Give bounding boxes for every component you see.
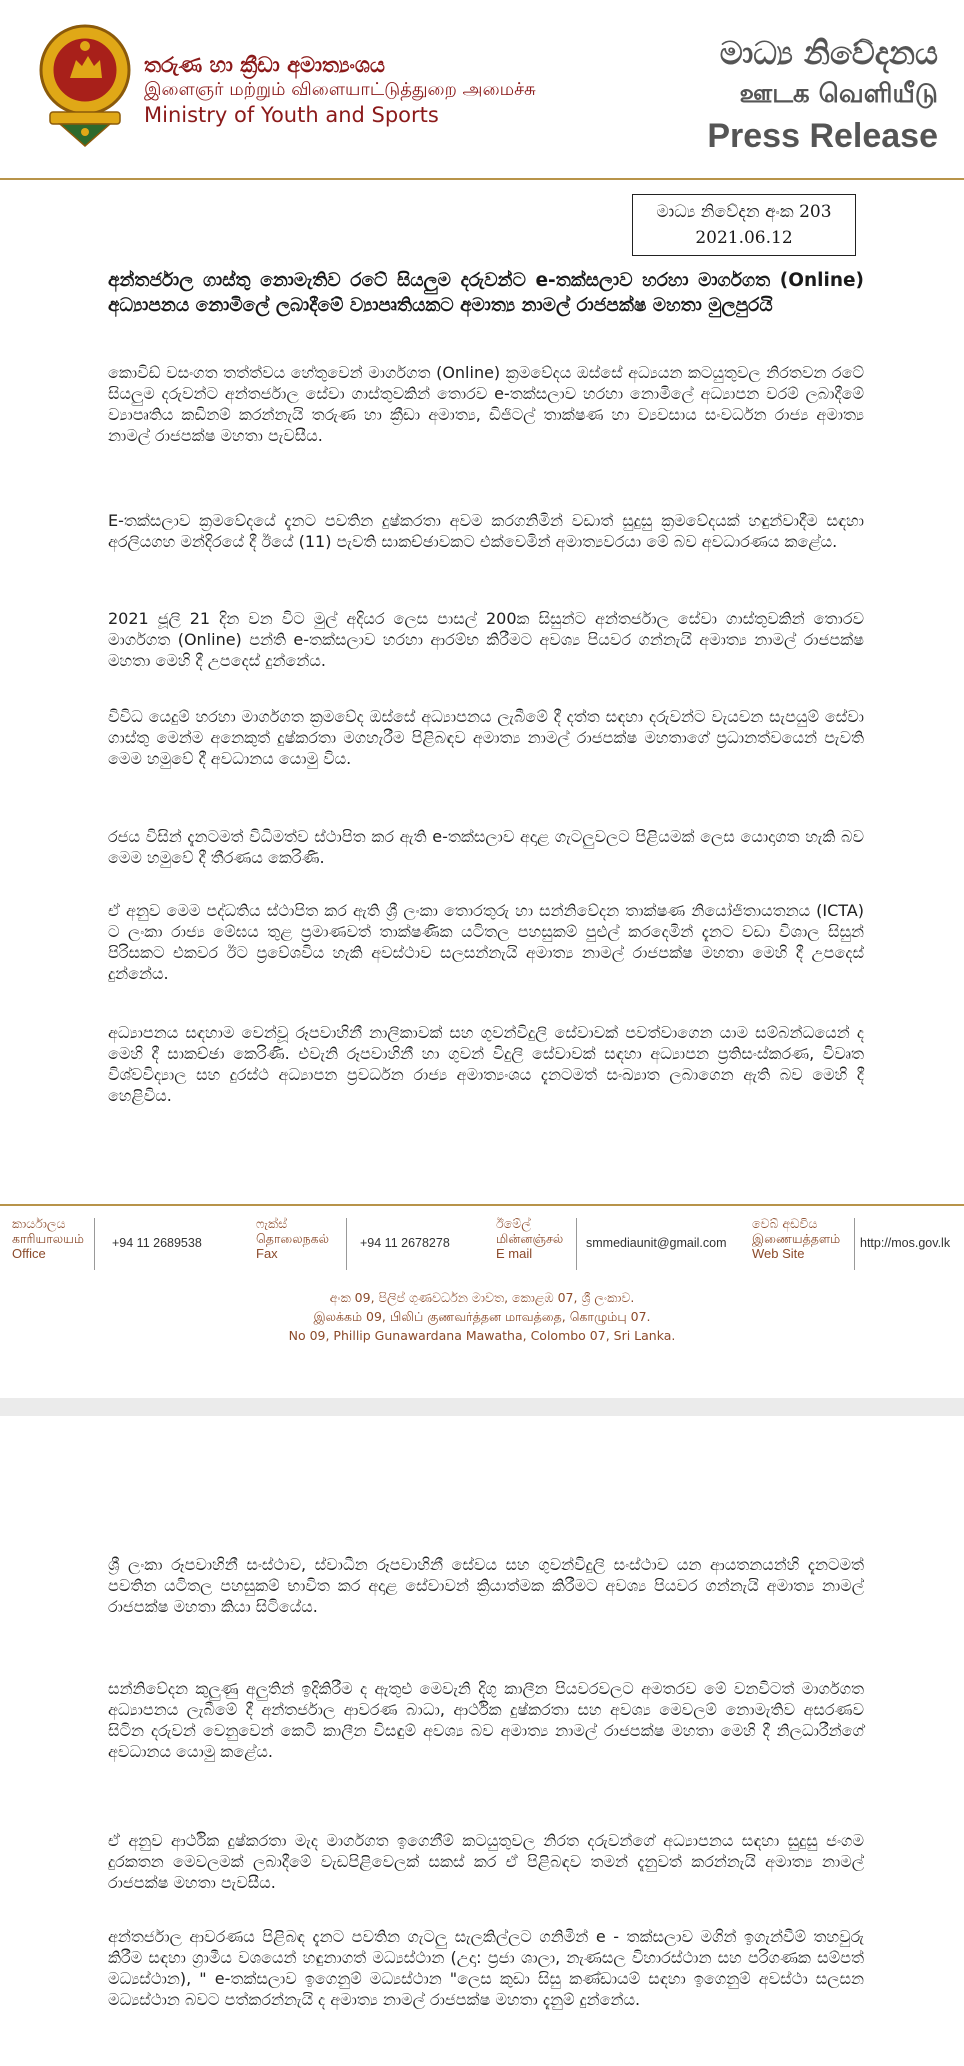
email-address[interactable]: smmediaunit@gmail.com bbox=[586, 1236, 727, 1250]
footer-divider bbox=[0, 1204, 964, 1206]
paragraph-1: කොවිඩ් වසංගත තත්ත්වය හේතුවෙන් මාර්ගගත (Online) ක්‍රමවේදය ඔස්සේ අධ්‍යයන කටයුතුවල නිරතවන රටේ සියලුම දරුවන්ට අන්තර්ජාල සේවා ගාස්තුවකින් තොරව e-තක්සලාව හරහා නොමිලේ අධ්‍යාපන වරම් ලබාදීමේ ව්‍යාපෘතිය කඩිනම් කරන්නැයි තරුණ හා ක්‍රීඩා අමාත්‍ය, ඩිජිටල් තාක්ෂණ හා ව්‍යවසාය සංවර්ධන රාජ්‍ය අමාත්‍ය නාමල් රාජපක්ෂ මහතා පැවසීය. bbox=[108, 363, 864, 445]
page-gap bbox=[0, 1398, 964, 1416]
paragraph-2: E-තක්සලාව ක්‍රමවේදයේ දැනට පවතින දුෂ්කරතා අවම කරගනිමින් වඩාත් සුදුසු ක්‍රමවේදයක් හඳුන්වාදීම සඳහා අරලියගහ මන්දිරයේ දී ඊයේ (11) පැවති සාකච්ඡාවකට එක්වෙමින් අමාත්‍යවරයා මේ බව අවධාරණය කළේය. bbox=[108, 511, 864, 551]
paragraph-4: විවිධ යෙදුම් හරහා මාර්ගගත ක්‍රමවේද ඔස්සේ අධ්‍යාපනය ලැබීමේ දී දත්ත සඳහා දරුවන්ට වැයවන සැපයුම් සේවා ගාස්තු මෙන්ම අනෙකුත් දුෂ්කරතා මගහැරීම පිළිබඳව අමාත්‍ය නාමල් රාජපක්ෂ මහතාගේ ප්‍රධානත්වයෙන් පැවති මෙම හමුවේ දී අවධානය යොමු විය. bbox=[108, 707, 864, 768]
fax-label: ෆැක්ස් தொலைநகல் Fax bbox=[256, 1216, 329, 1261]
contact-separator bbox=[854, 1218, 855, 1270]
fax-number[interactable]: +94 11 2678278 bbox=[360, 1236, 450, 1250]
paragraph-3: 2021 ජූලි 21 දින වන විට මුල් අදියර ලෙස පාසල් 200ක සිසුන්ට අන්තර්ජාල සේවා ගාස්තුවකින් තොරව මාර්ගගත (Online) පන්ති e-තක්සලාව හරහා ආරම්භ කිරීමට අවශ්‍ය පියවර ගන්නැයි අමාත්‍ය නාමල් රාජපක්ෂ මහතා මෙහි දී උපදෙස් දුන්නේය. bbox=[108, 609, 864, 670]
paragraph-7: අධ්‍යාපනය සඳහාම වෙන්වූ රූපවාහිනී නාලිකාවක් සහ ගුවන්විදුලි සේවාවක් පවත්වාගෙන යාම සම්බන්ධයෙන් ද මෙහි දී සාකච්ඡා කෙරිණි. එවැනි රූපවාහිනී හා ගුවන් විදුලි සේවාවක් සඳහා අධ්‍යාපන ප්‍රතිසංස්කරණ, විවෘත විශ්වවිද්‍යාල සහ දුරස්ථ අධ්‍යාපන ප්‍රවර්ධන රාජ්‍ය අමාත්‍යංශය දැනටමත් සංඛ්‍යාත ලබාගෙන ඇති බව මෙහි දී හෙළිවිය. bbox=[108, 1023, 864, 1105]
contact-bar bbox=[0, 1216, 964, 1272]
email-label: ඊමේල් மின்னஞ்சல் E mail bbox=[496, 1216, 564, 1261]
page2-paragraph-1: ශ්‍රී ලංකා රූපවාහිනී සංස්ථාව, ස්වාධීන රූපවාහිනී සේවය සහ ගුවන්විදුලි සංස්ථාව යන ආයතනයන්හි දැනටමත් පවතින යටිතල පහසුකම් භාවිත කර අදාළ සේවාවන් ක්‍රියාත්මක කිරීමට අවශ්‍ය පියවර ගන්නැයි අමාත්‍ය නාමල් රාජපක්ෂ මහතා කියා සිටියේය. bbox=[108, 1555, 864, 1616]
sri-lanka-emblem-icon bbox=[38, 20, 132, 148]
ministry-name-tamil: இளைஞர் மற்றும் விளையாட்டுத்துறை அமைச்சு bbox=[144, 79, 536, 100]
ministry-name-sinhala: තරුණ හා ක්‍රීඩා අමාත්‍යංශය bbox=[144, 53, 385, 77]
website-url[interactable]: http://mos.gov.lk bbox=[860, 1236, 951, 1250]
press-release-tamil: ஊடக வெளியீடு bbox=[739, 79, 938, 109]
headline: අන්තර්ජාල ගාස්තු නොමැතිව රටේ සියලුම දරුවන්ට e-තක්සලාව හරහා මාර්ගගත (Online) අධ්‍යාපනය නොමිලේ ලබාදීමේ ව්‍යාපෘතියකට අමාත්‍ය නාමල් රාජපක්ෂ මහතා මුලපුරයි bbox=[108, 270, 864, 316]
press-release-sinhala: මාධ්‍ය නිවේදනය bbox=[719, 34, 938, 72]
address-english: No 09, Phillip Gunawardana Mawatha, Colombo 07, Sri Lanka. bbox=[288, 1328, 676, 1343]
paragraph-5: රජය විසින් දැනටමත් විධිමත්ව ස්ථාපිත කර ඇති e-තක්සලාව අදාළ ගැටලුවලට පිළියමක් ලෙස යොදාගත හැකි බව මෙම හමුවේ දී තීරණය කෙරිණි. bbox=[108, 827, 864, 867]
paragraph-6: ඒ අනුව මෙම පද්ධතිය ස්ථාපිත කර ඇති ශ්‍රී ලංකා තොරතුරු හා සන්නිවේදන තාක්ෂණ නියෝජිතායතනය (ICTA) ට ලංකා රාජ්‍ය මේඝය තුළ ප්‍රමාණවත් තාක්ෂණික යටිතල පහසුකම් පුළුල් කරදෙමින් දැනට වඩා විශාල සිසුන් පිරිසකට එකවර ඊට ප්‍රවේශවිය හැකි අවස්ථාව සලසන්නැයි අමාත්‍ය නාමල් රාජපක්ෂ මහතා මෙහි දී උපදෙස් දුන්නේය. bbox=[108, 901, 864, 983]
page2-paragraph-3: ඒ අනුව ආර්ථික දුෂ්කරතා මැද මාර්ගගත ඉගෙනීම් කටයුතුවල නිරත දරුවන්ගේ අධ්‍යාපනය සඳහා සුදුසු ජංගම දුරකතන මෙවලමක් ලබාදීමේ වැඩපිළිවෙලක් සකස් කර ඒ පිළිබඳව තමන් දැනුවත් කරන්නැයි අමාත්‍ය නාමල් රාජපක්ෂ මහතා පැවසීය. bbox=[108, 1831, 864, 1892]
office-label: කාර්යාලය காரியாலயம் Office bbox=[12, 1216, 84, 1261]
press-release-page-2 bbox=[0, 1416, 964, 2066]
header-divider bbox=[0, 178, 964, 180]
address-tamil: இலக்கம் 09, பிலிப் குணவர்த்தன மாவத்தை, கொழும்பு 07. bbox=[313, 1309, 651, 1324]
press-release-heading bbox=[707, 32, 938, 158]
address-sinhala: අංක 09, පිලිප් ගුණවර්ධන මාවත, කොළඹ 07, ශ්‍රී ලංකාව. bbox=[329, 1290, 635, 1305]
press-release-english: Press Release bbox=[707, 117, 938, 155]
website-label: වෙබ් අඩවිය இணையத்தளம் Web Site bbox=[752, 1216, 841, 1261]
page2-paragraph-2: සන්නිවේදන කුලුණු අලුතින් ඉදිකිරීම ද ඇතුළු මෙවැනි දිගු කාලීන පියවරවලට අමතරව මේ වනවිටත් මාර්ගගත අධ්‍යාපනය ලැබීමේ දී අන්තර්ජාල ආවරණ බාධා, ආර්ථික දුෂ්කරතා සහ අවශ්‍ය මෙවලම් නොමැතිව අසරණව සිටින දරුවන් වෙනුවෙන් කෙටි කාලීන විසඳුම් අවශ්‍ය බව අමාත්‍ය නාමල් රාජපක්ෂ මහතා මෙහි දී නිලධාරීන්ගේ අවධානය යොමු කළේය. bbox=[108, 1679, 864, 1761]
reference-box bbox=[632, 194, 856, 256]
reference-number: මාධ්‍ය නිවේදන අංක 203 bbox=[656, 202, 832, 222]
contact-separator bbox=[576, 1218, 577, 1270]
contact-separator bbox=[346, 1218, 347, 1270]
page2-paragraph-4: අන්තර්ජාල ආවරණය පිළිබඳ දැනට පවතින ගැටලු සැලකිල්ලට ගනිමින් e - තක්සලාව මගින් ඉගැන්වීම් තහවුරු කිරීම සඳහා ග්‍රාමීය වශයෙන් හඳුනාගත් මධ්‍යස්ථාන (උදා: ප්‍රජා ශාලා, නැණසල විහාරස්ථාන සහ පරිගණක සම්පත් මධ්‍යස්ථාන), " e-තක්සලාව ඉගෙනුම් මධ්‍යස්ථාන "ලෙස කුඩා සිසු කණ්ඩායම් සඳහා ඉගෙනුම් අවස්ථා සලසන මධ්‍යස්ථාන බවට පත්කරන්නැයි ද අමාත්‍ය නාමල් රාජපක්ෂ මහතා දැනුම් දුන්නේය. bbox=[108, 1927, 864, 2009]
contact-separator bbox=[94, 1218, 95, 1270]
reference-date: 2021.06.12 bbox=[695, 228, 793, 248]
ministry-name-english: Ministry of Youth and Sports bbox=[144, 103, 439, 127]
office-phone[interactable]: +94 11 2689538 bbox=[112, 1236, 202, 1250]
ministry-names bbox=[144, 52, 536, 128]
